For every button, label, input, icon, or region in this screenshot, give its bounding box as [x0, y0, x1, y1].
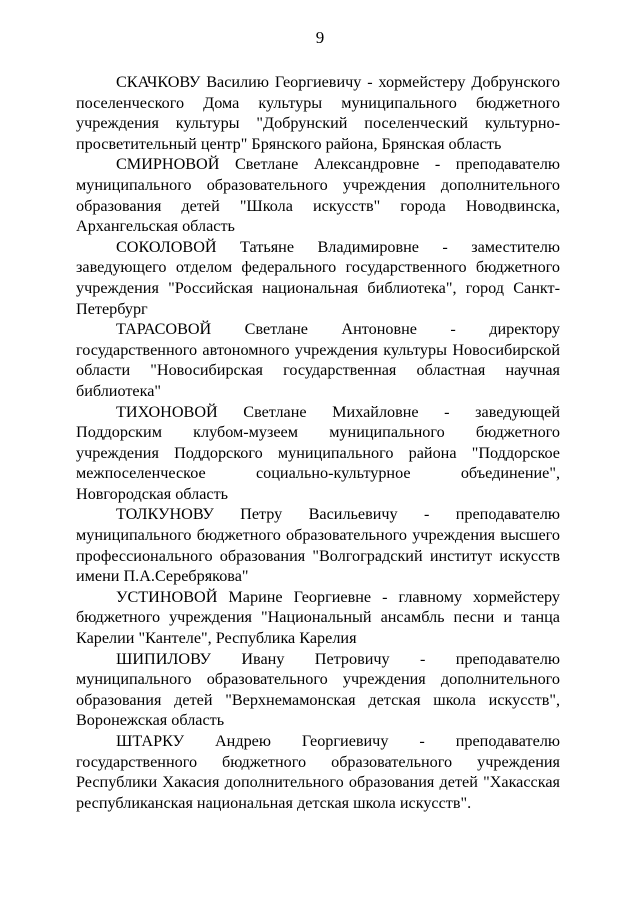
award-entry: ШТАРКУ Андрею Георгиевичу - преподавателю государственного бюджетного образовательного учреждения Республики Хакасия дополнительного образования детей "Хакасская республиканская национальная детская школа искусств". — [76, 732, 560, 812]
award-entry: УСТИНОВОЙ Марине Георгиевне - главному хормейстеру бюджетного учреждения "Национальный ансамбль песни и танца Карелии "Кантеле", Республика Карелия — [76, 587, 560, 648]
page-number: 9 — [315, 28, 325, 47]
award-entry: СКАЧКОВУ Василию Георгиевичу - хормейстеру Добрунского поселенческого Дома культуры муниципального бюджетного учреждения культуры "Добрунский поселенческий культурно-просветительный центр" Брянского района, Брянская область — [76, 73, 560, 153]
award-entry: СОКОЛОВОЙ Татьяне Владимировне - заместителю заведующего отделом федерального государственного бюджетного учреждения "Российская национальная библиотека", город Санкт-Петербург — [76, 237, 560, 318]
award-entry: ТАРАСОВОЙ Светлане Антоновне - директору государственного автономного учреждения культуры Новосибирской области "Новосибирская государственная областная научная библиотека" — [76, 320, 560, 400]
document-body — [76, 72, 560, 813]
award-entry: СМИРНОВОЙ Светлане Александровне - преподавателю муниципального образовательного учреждения дополнительного образования детей "Школа искусств" города Новодвинска, Архангельская область — [76, 155, 560, 236]
award-entry: ШИПИЛОВУ Ивану Петровичу - преподавателю муниципального образовательного учреждения дополнительного образования детей "Верхнемамонская детская школа искусств", Воронежская область — [76, 649, 560, 730]
award-entry: ТИХОНОВОЙ Светлане Михайловне - заведующей Поддорским клубом-музеем муниципального бюджетного учреждения Поддорского муниципального района "Поддорское межпоселенческое социально-культурное объединение", Новгородская область — [76, 402, 560, 503]
award-entry: ТОЛКУНОВУ Петру Васильевичу - преподавателю муниципального бюджетного образовательного учреждения высшего профессионального образования "Волгоградский институт искусств имени П.А.Серебрякова" — [76, 505, 560, 586]
